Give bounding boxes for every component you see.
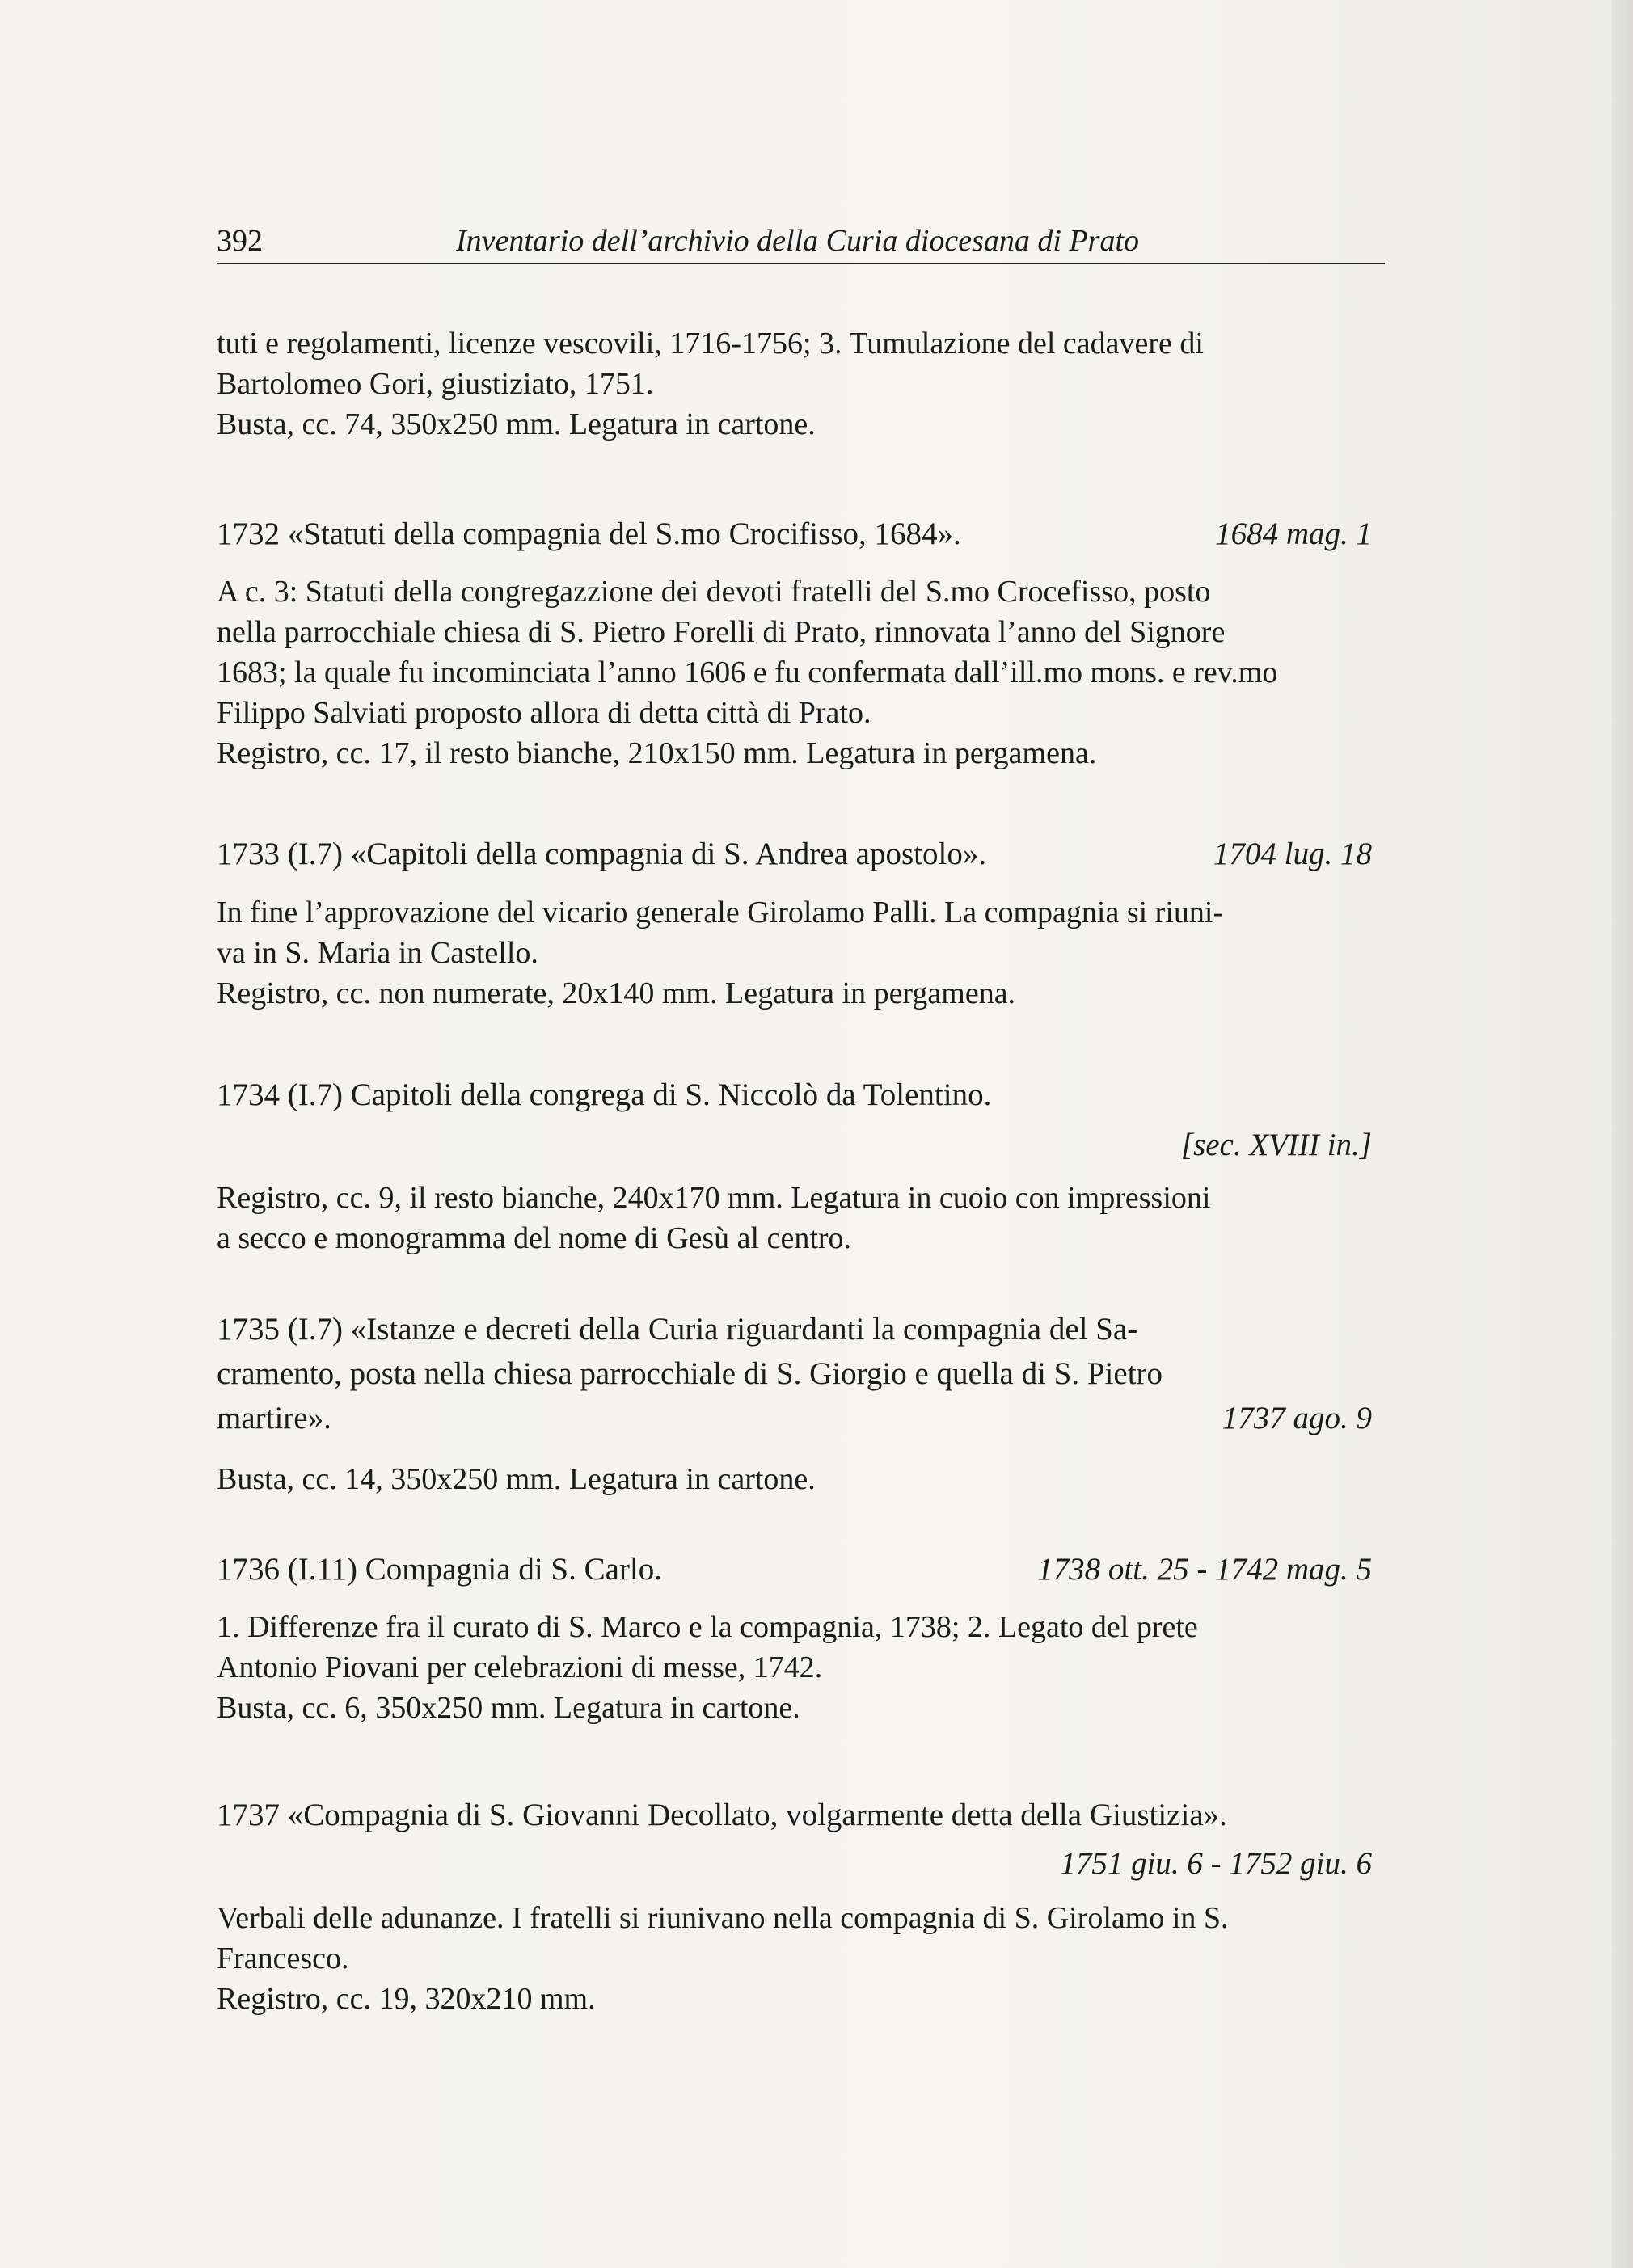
body-line: va in S. Maria in Castello. [217, 936, 538, 970]
body-line: 1683; la quale fu incominciata l’anno 1606 e fu confermata dall’ill.mo mons. e rev.mo [217, 656, 1278, 689]
entry-body-1732 [217, 571, 1385, 774]
body-line: Francesco. [217, 1941, 349, 1975]
page-edge [1612, 0, 1633, 2268]
entry-date: 1751 giu. 6 - 1752 giu. 6 [1060, 1846, 1372, 1881]
continuation-line: tuti e regolamenti, licenze vescovili, 1716-1756; 3. Tumulazione del cadavere di [217, 327, 1204, 360]
physical-description: Busta, cc. 74, 350x250 mm. Legatura in cartone. [217, 407, 816, 441]
body-line: Registro, cc. 9, il resto bianche, 240x170 mm. Legatura in cuoio con impressioni [217, 1181, 1211, 1215]
entry-body-1734 [217, 1178, 1385, 1258]
entry-title-line: cramento, posta nella chiesa parrocchiale di S. Giorgio e quella di S. Pietro [217, 1356, 1163, 1391]
entry-title: 1732 «Statuti della compagnia del S.mo Crocifisso, 1684». [217, 516, 961, 551]
continuation-line: Bartolomeo Gori, giustiziato, 1751. [217, 367, 654, 401]
entry-title: 1734 (I.7) Capitoli della congrega di S. Niccolò da Tolentino. [217, 1077, 992, 1112]
body-line: Antonio Piovani per celebrazioni di messe, 1742. [217, 1650, 823, 1684]
physical-description: Registro, cc. 19, 320x210 mm. [217, 1982, 596, 2016]
body-line: In fine l’approvazione del vicario generale Girolamo Palli. La compagnia si riuni- [217, 896, 1224, 930]
entry-body-1735 [217, 1459, 1385, 1499]
body-line: Verbali delle adunanze. I fratelli si riunivano nella compagnia di S. Girolamo in S. [217, 1901, 1229, 1935]
entry-date: 1738 ott. 25 - 1742 mag. 5 [1037, 1552, 1372, 1587]
body-line: nella parrocchiale chiesa di S. Pietro Forelli di Prato, rinnovata l’anno del Signore [217, 615, 1226, 649]
entry-title-line: 1735 (I.7) «Istanze e decreti della Curia riguardanti la compagnia del Sa- [217, 1312, 1138, 1347]
entry-title-line-last [217, 1396, 1385, 1440]
physical-description: Busta, cc. 6, 350x250 mm. Legatura in cartone. [217, 1691, 800, 1725]
physical-description: Busta, cc. 14, 350x250 mm. Legatura in cartone. [217, 1462, 816, 1496]
entry-title: 1736 (I.11) Compagnia di S. Carlo. [217, 1552, 662, 1587]
header-rule [217, 263, 1385, 264]
entry-title-line: martire». [217, 1401, 331, 1435]
body-line: a secco e monogramma del nome di Gesù al centro. [217, 1221, 852, 1255]
page-header [217, 223, 1385, 263]
entry-body-1733 [217, 892, 1385, 1014]
body-line: A c. 3: Statuti della congregazzione dei devoti fratelli del S.mo Crocefisso, posto [217, 575, 1211, 609]
entry-title: 1737 «Compagnia di S. Giovanni Decollato, volgarmente detta della Giustizia». [217, 1798, 1227, 1832]
entry-date: 1704 lug. 18 [1213, 837, 1372, 871]
entry-title: 1733 (I.7) «Capitoli della compagnia di S. Andrea apostolo». [217, 837, 987, 871]
entry-date: 1737 ago. 9 [1222, 1401, 1372, 1435]
entry-body-1737 [217, 1898, 1385, 2019]
body-line: Filippo Salviati proposto allora di detta città di Prato. [217, 696, 871, 730]
physical-description: Registro, cc. 17, il resto bianche, 210x150 mm. Legatura in pergamena. [217, 736, 1097, 770]
entry-date: [sec. XVIII in.] [1180, 1128, 1372, 1162]
entry-heading-1735 [217, 1307, 1385, 1440]
running-title: Inventario dell’archivio della Curia diocesana di Prato [456, 224, 1140, 258]
physical-description: Registro, cc. non numerate, 20x140 mm. Legatura in pergamena. [217, 976, 1016, 1010]
entry-date: 1684 mag. 1 [1215, 516, 1372, 551]
continuation-block [217, 323, 1385, 445]
page-number: 392 [217, 224, 263, 258]
entry-body-1736 [217, 1607, 1385, 1728]
body-line: 1. Differenze fra il curato di S. Marco e la compagnia, 1738; 2. Legato del prete [217, 1610, 1198, 1644]
